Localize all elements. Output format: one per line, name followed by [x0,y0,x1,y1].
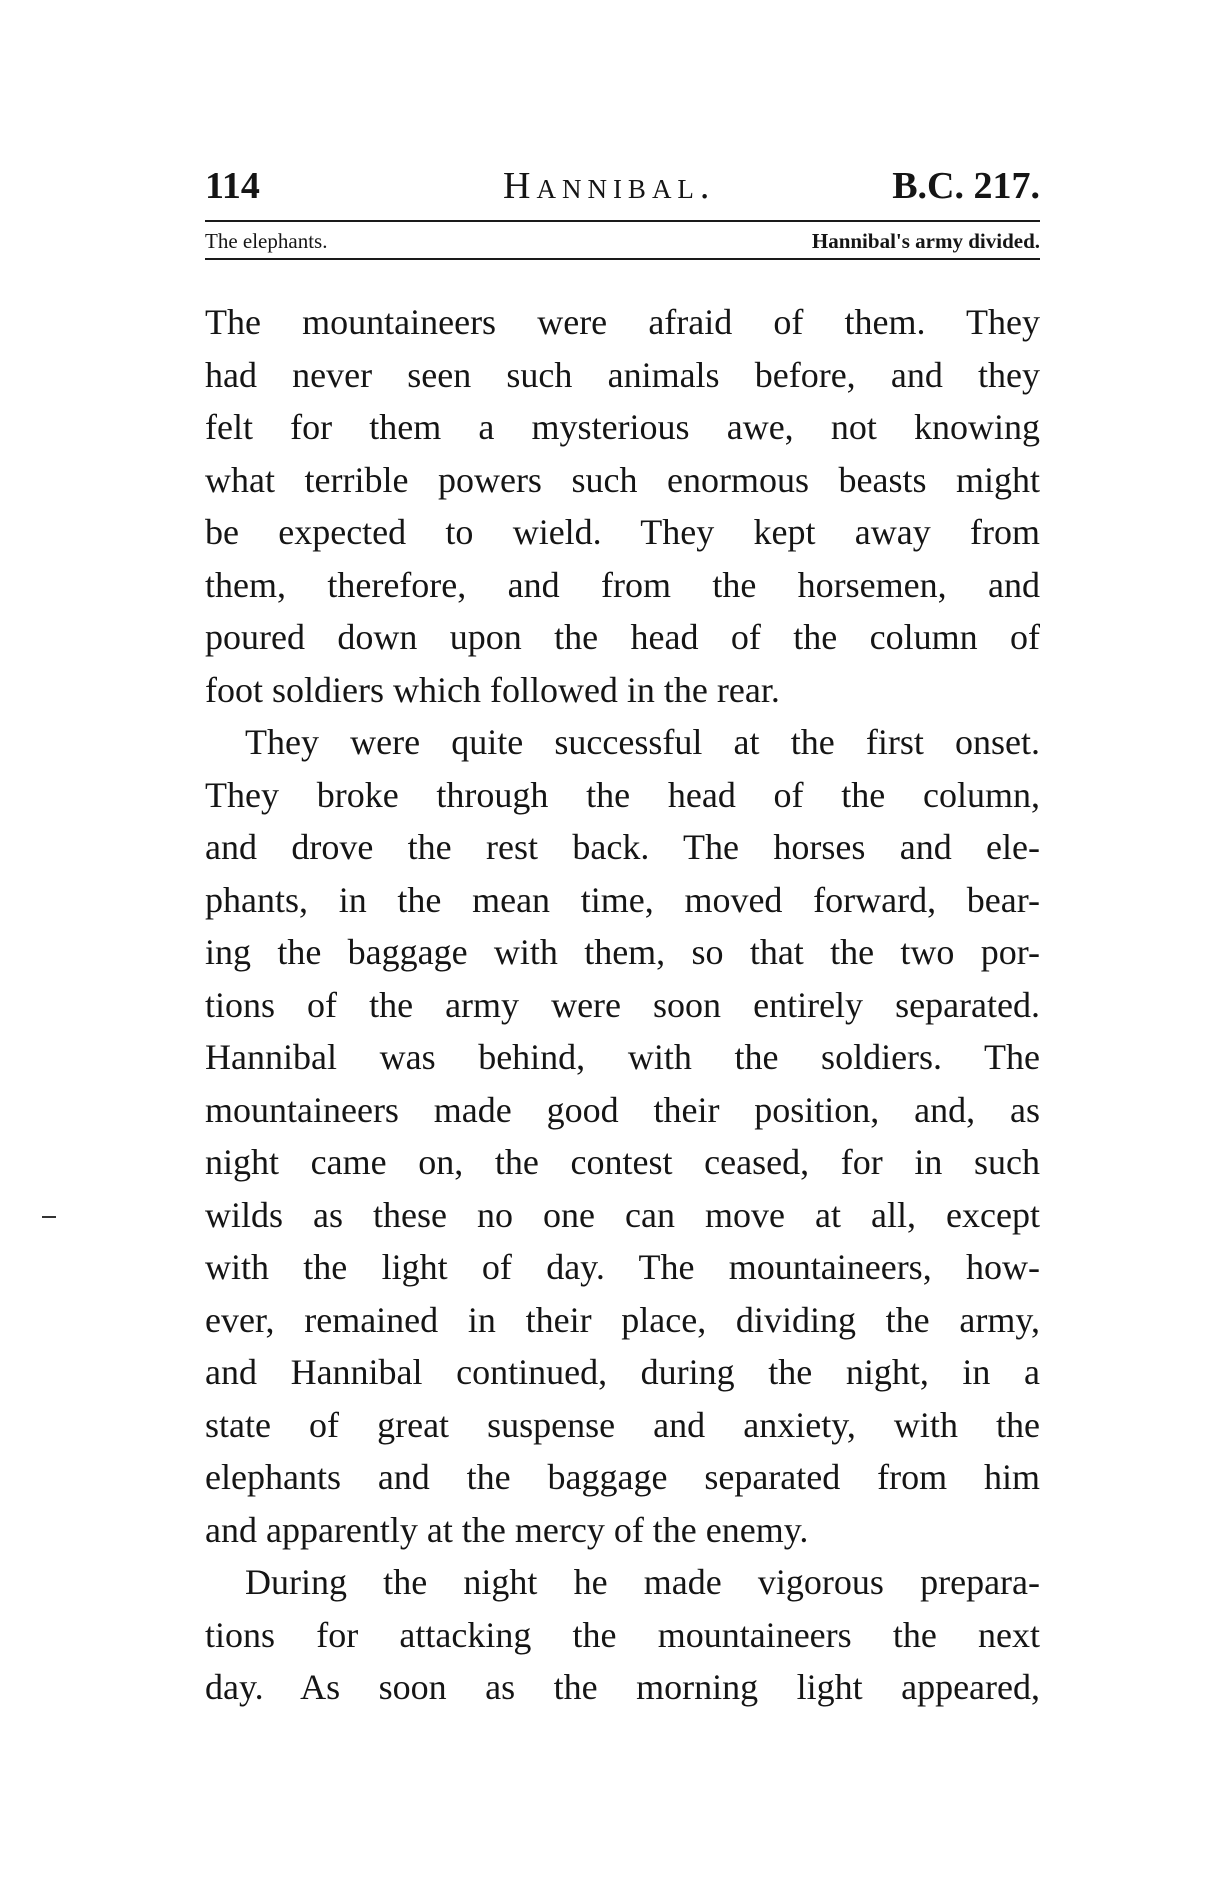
text-line: The mountaineers were afraid of them. They [205,302,1040,342]
text-line: tions for attacking the mountaineers the next [205,1614,1040,1655]
text-line: foot soldiers which followed in the rear. [205,669,780,710]
text-line: Hannibal was behind, with the soldiers. The [205,1037,1040,1077]
page-number: 114 [205,165,260,207]
text-line: state of great suspense and anxiety, with the [205,1404,1040,1445]
text-line: ever, remained in their place, dividing the army, [205,1299,1040,1340]
text-line: poured down upon the head of the column of [205,617,1040,657]
text-line: what terrible powers such enormous beasts might [205,459,1040,500]
running-date: B.C. 217. [892,165,1040,207]
text-line: be expected to wield. They kept away from [205,512,1040,552]
body-text [205,296,1040,1714]
text-line: with the light of day. The mountaineers, how- [205,1247,1040,1287]
running-title: Hannibal. [503,165,716,207]
page [205,155,1040,217]
text-line: and Hannibal continued, during the night, in a [205,1352,1040,1392]
text-line: had never seen such animals before, and they [205,354,1040,395]
text-line: day. As soon as the morning light appeared, [205,1667,1040,1707]
text-line: They were quite successful at the first onset. [245,722,1040,762]
text-line: felt for them a mysterious awe, not knowing [205,407,1040,447]
text-line: ing the baggage with them, so that the two por- [205,932,1040,972]
text-line: wilds as these no one can move at all, except [205,1194,1040,1235]
text-line: and drove the rest back. The horses and ele- [205,827,1040,867]
margin-mark [42,1216,56,1218]
subhead-left: The elephants. [205,229,328,253]
text-line: them, therefore, and from the horsemen, and [205,564,1040,605]
header-rule-bottom [205,258,1040,260]
text-line: and apparently at the mercy of the enemy. [205,1509,809,1550]
text-line: night came on, the contest ceased, for in such [205,1142,1040,1182]
running-head [205,155,1040,217]
text-line: mountaineers made good their position, and, as [205,1089,1040,1130]
text-line: They broke through the head of the column, [205,774,1040,815]
header-rule-top [205,220,1040,222]
text-line: phants, in the mean time, moved forward, bear- [205,879,1040,920]
text-line: tions of the army were soon entirely separated. [205,984,1040,1025]
subhead [205,226,1040,256]
text-line: elephants and the baggage separated from him [205,1457,1040,1497]
subhead-right: Hannibal's army divided. [811,229,1040,253]
text-line: During the night he made vigorous prepara- [245,1562,1040,1602]
